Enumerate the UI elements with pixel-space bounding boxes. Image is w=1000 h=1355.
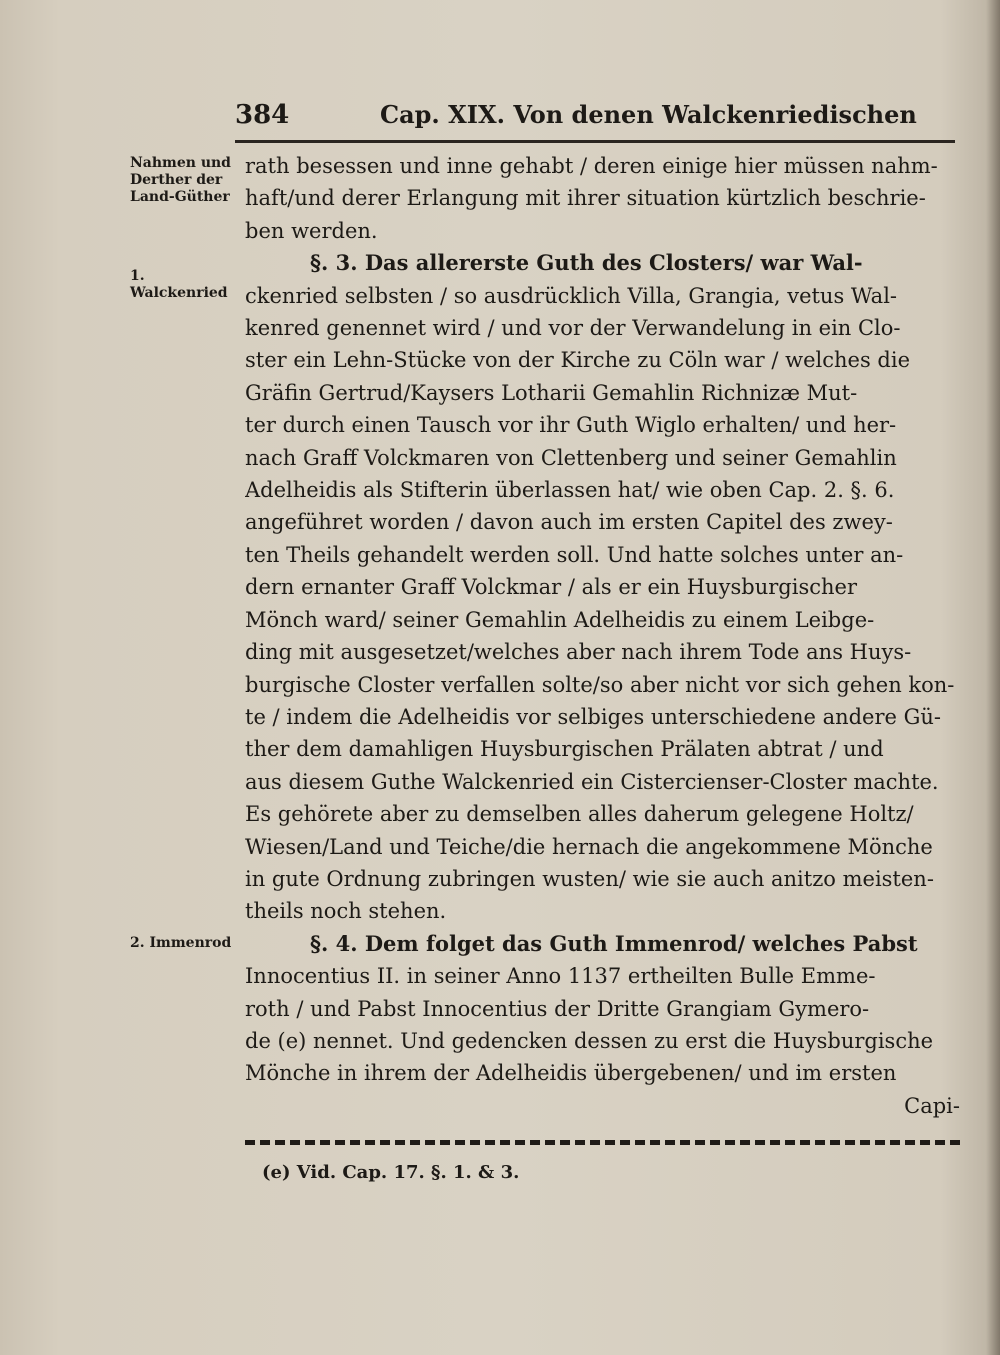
text-line: in gute Ordnung zubringen wusten/ wie sie auch anitzo meisten- [245,866,934,891]
footnote-rule [245,1140,960,1145]
text-line: ther dem damahligen Huysburgischen Prälaten abtrat / und [245,737,884,762]
text-line: ster ein Lehn-Stücke von der Kirche zu Cöln war / welches die [245,348,911,373]
text-line: ten Theils gehandelt werden soll. Und hatte solches unter an- [245,542,904,567]
text-line: theils noch stehen. [245,899,447,924]
text-line: Innocentius II. in seiner Anno 1137 ertheilten Bulle Emme- [245,964,876,989]
text-line: Es gehörete aber zu demselben alles daherum gelegene Holtz/ [245,802,914,827]
margin-note-walckenried: 1. Walckenried [130,268,228,301]
text-line: nach Graff Volckmaren von Clettenberg und seiner Gemahlin [245,445,897,470]
text-line: angeführet worden / davon auch im ersten Capitel des zwey- [245,510,893,535]
page-edge-shadow [986,0,1000,1355]
text-line: kenred genennet wird / und vor der Verwandelung in ein Clo- [245,316,901,341]
text-line: dern ernanter Graff Volckmar / als er ein Huysburgischer [245,575,857,600]
section-4-start: §. 4. Dem folget das Guth Immenrod/ welches Pabst [310,930,918,956]
text-line: haft/und derer Erlangung mit ihrer situation kürtzlich beschrie- [245,186,926,211]
text-line: burgische Closter verfallen solte/so aber nicht vor sich gehen kon- [245,672,955,697]
text-line: Gräfin Gertrud/Kaysers Lotharii Gemahlin Richnizæ Mut- [245,380,858,405]
text-line: de (e) nennet. Und gedencken dessen zu erst die Huysburgische [245,1028,934,1053]
text-line: Mönch ward/ seiner Gemahlin Adelheidis zu einem Leibge- [245,607,875,632]
margin-note-estates: Nahmen und Derther der Land-Güther [130,155,231,205]
text-line: Wiesen/Land und Teiche/die hernach die angekommene Mönche [245,834,933,859]
section-3-start: §. 3. Das allererste Guth des Closters/ war Wal- [310,250,863,276]
footnote: (e) Vid. Cap. 17. §. 1. & 3. [262,1162,520,1183]
text-line: te / indem die Adelheidis vor selbiges unterschiedene andere Gü- [245,704,942,729]
text-line: rath besessen und inne gehabt / deren einige hier müssen nahm- [245,154,938,178]
running-head: Cap. XIX. Von denen Walckenriedischen [380,100,917,129]
text-line: Adelheidis als Stifterin überlassen hat/ wie oben Cap. 2. §. 6. [245,478,895,503]
page-header [235,100,955,143]
text-line: roth / und Pabst Innocentius der Dritte Grangiam Gymero- [245,996,870,1021]
text-line: ding mit ausgesetzet/welches aber nach ihrem Tode ans Huys- [245,640,912,665]
page-number: 384 [235,100,290,130]
text-line: ben werden. [245,218,378,243]
text-line: ter durch einen Tausch vor ihr Guth Wiglo erhalten/ und her- [245,413,897,438]
margin-note-immenrod: 2. Immenrod [130,935,232,951]
text-line: aus diesem Guthe Walckenried ein Cistercienser-Closter machte. [245,769,939,794]
catchword: Capi- [904,1093,960,1118]
text-line: Mönche in ihrem der Adelheidis übergebenen/ und im ersten [245,1061,897,1086]
body-text [245,150,960,1122]
text-line: ckenried selbsten / so ausdrücklich Villa, Grangia, vetus Wal- [245,283,898,308]
